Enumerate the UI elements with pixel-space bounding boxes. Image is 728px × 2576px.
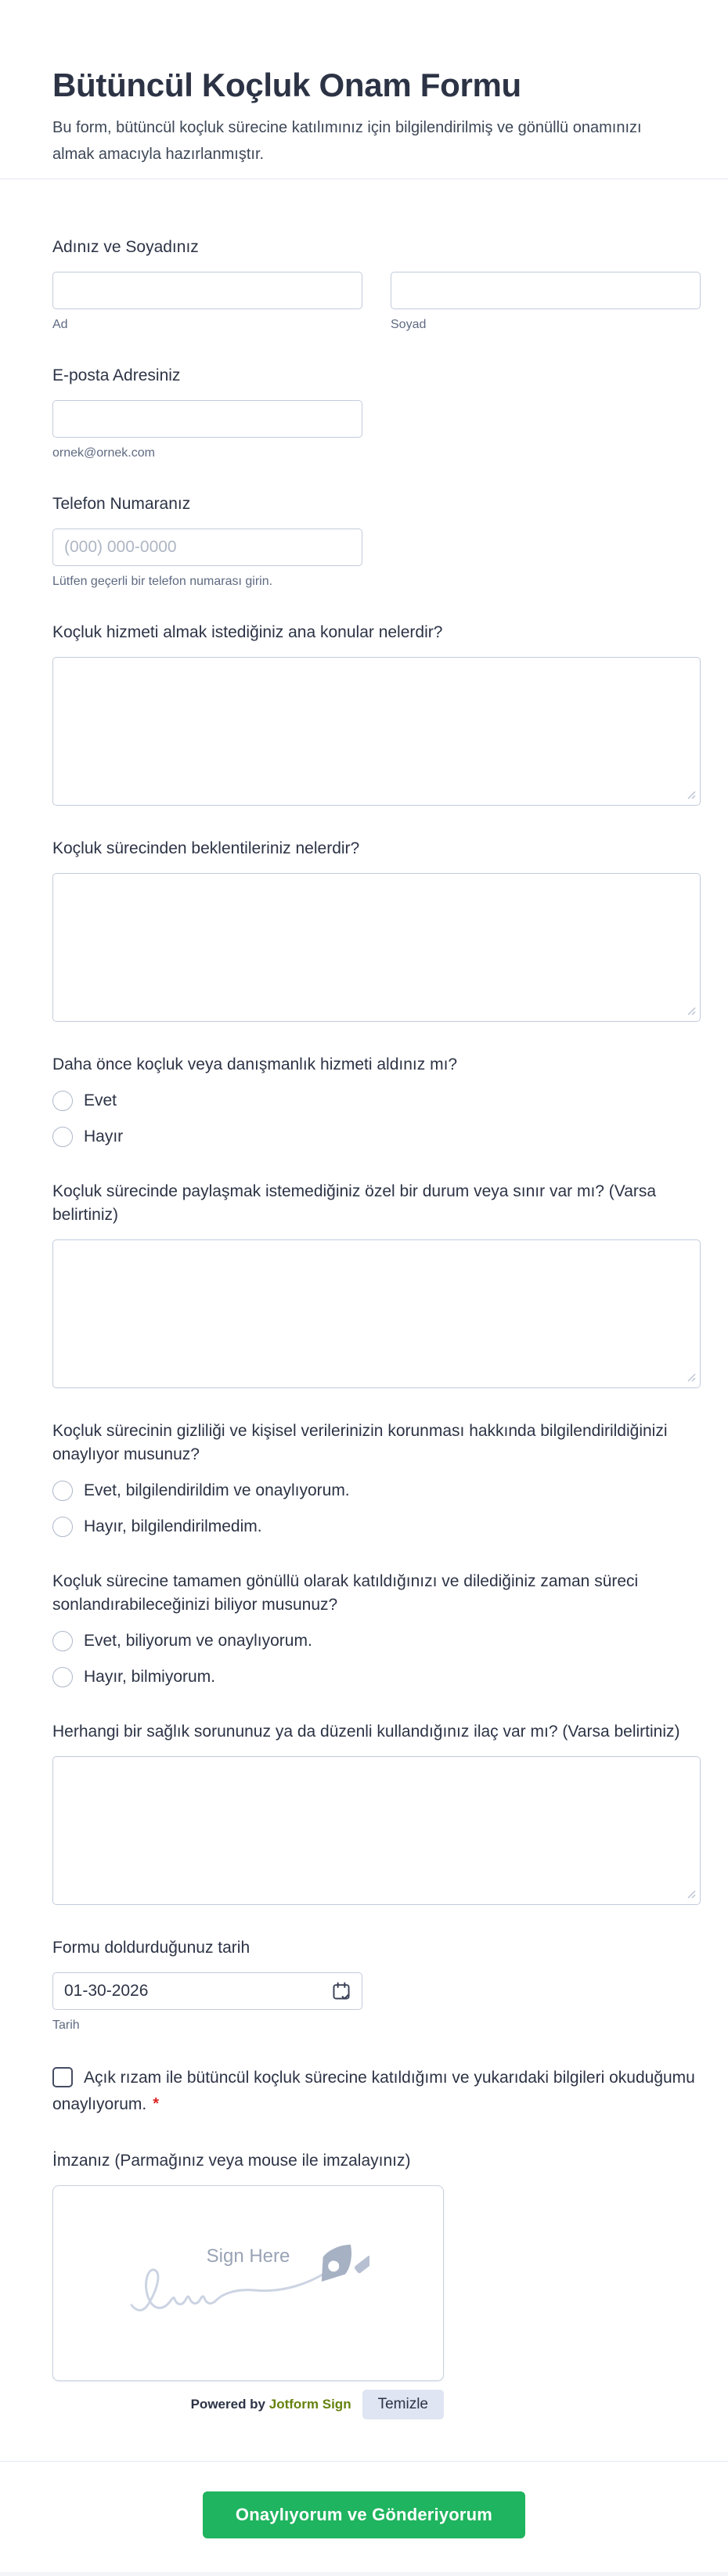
form-body: [0, 179, 728, 2461]
radio-icon[interactable]: [52, 1127, 73, 1147]
submit-button[interactable]: Onaylıyorum ve Gönderiyorum: [203, 2491, 525, 2538]
radio-icon[interactable]: [52, 1667, 73, 1687]
signature-footer: [52, 2389, 444, 2420]
radio-icon[interactable]: [52, 1517, 73, 1537]
resize-grip-icon[interactable]: [687, 790, 696, 799]
privacy-consent-label: Koçluk sürecinin gizliliği ve kişisel verilerinizin korunması hakkında bilgilendirildiğinizi onaylıyor musunuz?: [52, 1422, 668, 1463]
field-signature: [52, 2149, 701, 2420]
field-prior-coaching: [52, 1053, 701, 1149]
email-sublabel: ornek@ornek.com: [52, 446, 155, 460]
coaching-topics-label: Koçluk hizmeti almak istediğiniz ana konular nelerdir?: [52, 623, 443, 641]
full-name-row: [52, 272, 701, 333]
date-sublabel: Tarih: [52, 2019, 80, 2032]
jotform-sign-brand: Jotform Sign: [268, 2397, 351, 2412]
radio-icon[interactable]: [52, 1091, 73, 1111]
field-phone: [52, 492, 701, 590]
radio-option-label: Hayır, bilmiyorum.: [84, 1668, 216, 1686]
field-consent-checkbox: [52, 2065, 701, 2118]
consent-row[interactable]: [52, 2065, 701, 2118]
field-privacy-consent: [52, 1420, 701, 1539]
clear-signature-button[interactable]: Temizle: [362, 2390, 444, 2419]
resize-grip-icon[interactable]: [687, 1373, 696, 1382]
last-name-input[interactable]: [391, 272, 701, 309]
radio-option-label: Evet, biliyorum ve onaylıyorum.: [84, 1632, 312, 1650]
date-input[interactable]: [52, 1972, 362, 2010]
page-bottom-edge: [0, 2572, 728, 2576]
field-full-name: [52, 236, 701, 333]
first-name-sublabel: Ad: [52, 318, 68, 331]
phone-sublabel: Lütfen geçerli bir telefon numarası girin.: [52, 575, 273, 588]
field-date: [52, 1936, 701, 2033]
phone-label: Telefon Numaranız: [52, 495, 191, 513]
radio-icon[interactable]: [52, 1631, 73, 1651]
health-textarea[interactable]: [52, 1756, 701, 1905]
field-email: [52, 364, 701, 461]
signature-pad[interactable]: [52, 2185, 444, 2381]
field-boundaries: [52, 1180, 701, 1388]
phone-input[interactable]: [52, 529, 362, 566]
resize-grip-icon[interactable]: [687, 1006, 696, 1016]
page-title: Bütüncül Koçluk Onam Formu: [52, 67, 521, 103]
email-input[interactable]: [52, 400, 362, 438]
consent-label: Açık rızam ile bütüncül koçluk sürecine katıldığımı ve yukarıdaki bilgileri okuduğumu onaylıyorum.: [52, 2069, 695, 2113]
page-subtitle: Bu form, bütüncül koçluk sürecine katılımınız için bilgilendirilmiş ve gönüllü onamınızı almak amacıyla hazırlanmıştır.: [52, 119, 642, 163]
voluntary-option-no[interactable]: [52, 1665, 701, 1689]
radio-icon[interactable]: [52, 1481, 73, 1501]
privacy-option-yes[interactable]: [52, 1479, 701, 1503]
field-health: [52, 1720, 701, 1905]
date-label: Formu doldurduğunuz tarih: [52, 1939, 250, 1957]
required-asterisk: *: [153, 2095, 160, 2112]
powered-by-label: Powered by Jotform Sign: [190, 2397, 351, 2412]
voluntary-label: Koçluk sürecine tamamen gönüllü olarak katıldığınızı ve dilediğiniz zaman süreci sonlandırabileceğinizi biliyor musunuz?: [52, 1572, 639, 1614]
coaching-topics-textarea[interactable]: [52, 657, 701, 806]
field-expectations: [52, 837, 701, 1022]
boundaries-label: Koçluk sürecinde paylaşmak istemediğiniz özel bir durum veya sınır var mı? (Varsa belirtiniz): [52, 1182, 657, 1224]
last-name-sublabel: Soyad: [391, 318, 427, 331]
radio-option-label: Evet, bilgilendirildim ve onaylıyorum.: [84, 1481, 350, 1499]
privacy-option-no[interactable]: [52, 1515, 701, 1539]
field-voluntary-participation: [52, 1570, 701, 1689]
resize-grip-icon[interactable]: [687, 1889, 696, 1899]
checkbox-icon[interactable]: [52, 2067, 73, 2087]
signature-squiggle-decoration: [125, 2264, 337, 2319]
radio-option-label: Hayır: [84, 1127, 124, 1145]
radio-option-label: Evet: [84, 1091, 117, 1109]
radio-option-label: Hayır, bilgilendirilmedim.: [84, 1517, 262, 1535]
first-name-input[interactable]: [52, 272, 362, 309]
pen-nib-icon: [313, 2236, 369, 2300]
field-coaching-topics: [52, 621, 701, 806]
full-name-label: Adınız ve Soyadınız: [52, 238, 199, 256]
boundaries-textarea[interactable]: [52, 1239, 701, 1388]
expectations-label: Koçluk sürecinden beklentileriniz nelerdir?: [52, 839, 360, 857]
prior-coaching-option-yes[interactable]: [52, 1089, 701, 1113]
form-header: [0, 0, 728, 179]
sign-here-placeholder: Sign Here: [206, 2246, 290, 2267]
signature-label: İmzanız (Parmağınız veya mouse ile imzalayınız): [52, 2152, 411, 2170]
health-label: Herhangi bir sağlık sorununuz ya da düzenli kullandığınız ilaç var mı? (Varsa belirtiniz): [52, 1723, 680, 1741]
prior-coaching-option-no[interactable]: [52, 1125, 701, 1149]
expectations-textarea[interactable]: [52, 873, 701, 1022]
prior-coaching-label: Daha önce koçluk veya danışmanlık hizmeti aldınız mı?: [52, 1055, 458, 1073]
voluntary-option-yes[interactable]: [52, 1629, 701, 1653]
submit-section: [0, 2461, 728, 2576]
email-label: E-posta Adresiniz: [52, 366, 181, 384]
